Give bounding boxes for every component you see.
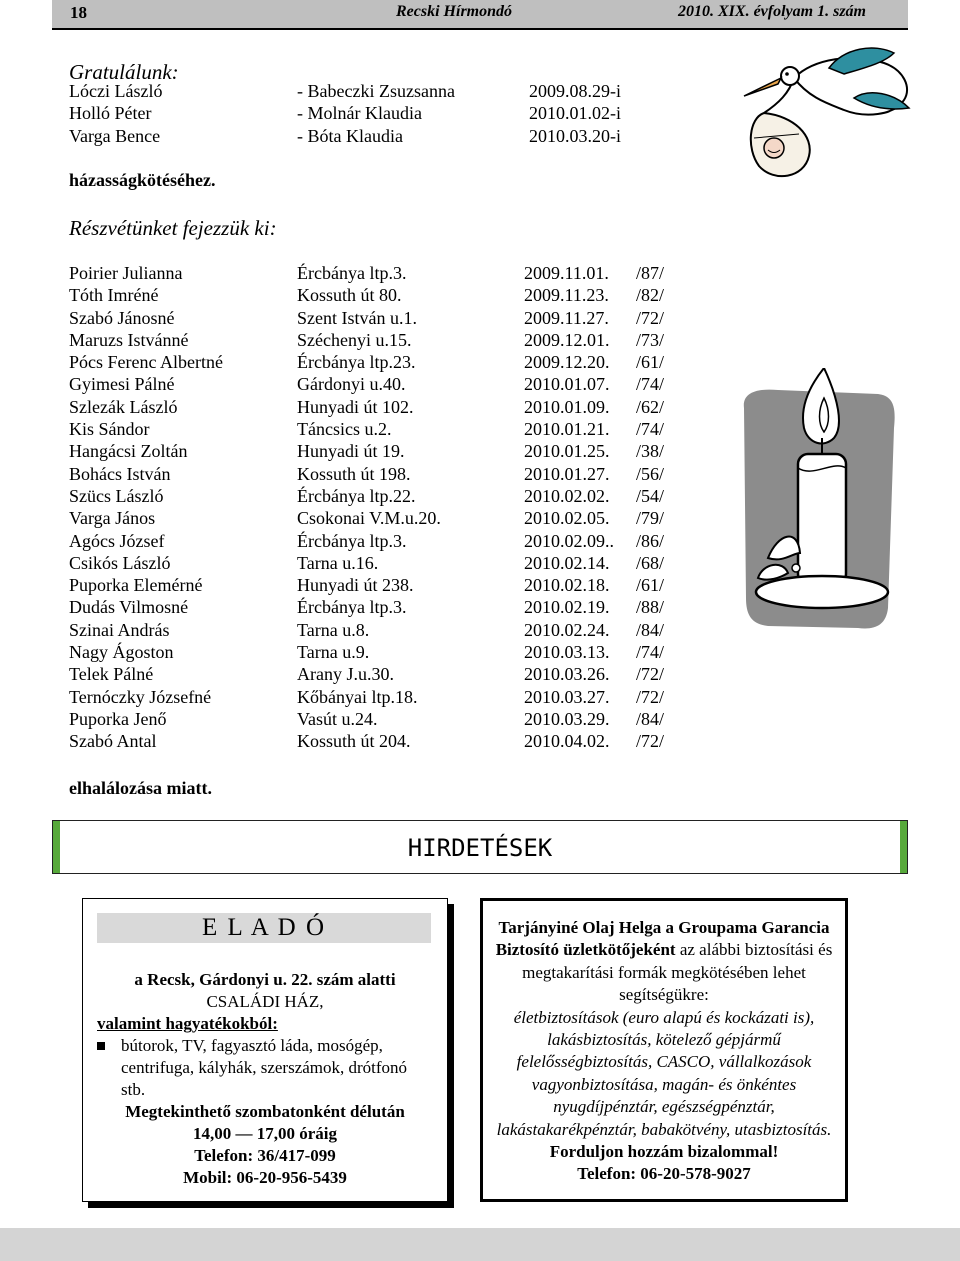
deceased-age: /88/ <box>636 597 665 618</box>
deceased-address: Arany J.u.30. <box>297 664 394 685</box>
congrats-closing: házasságkötéséhez. <box>69 170 216 190</box>
deceased-address: Ércbánya ltp.3. <box>297 263 407 283</box>
congrats-row <box>69 80 689 102</box>
deceased-age: /74/ <box>636 374 665 395</box>
obituary-row <box>69 507 709 529</box>
death-date: 2010.02.14. <box>524 552 610 573</box>
insurance-ad <box>480 898 848 1202</box>
obituary-row <box>69 619 709 641</box>
deceased-age: /62/ <box>636 396 665 417</box>
death-date: 2010.01.09. <box>524 396 610 417</box>
death-date: 2010.03.29. <box>524 708 610 729</box>
death-date: 2010.01.25. <box>524 441 610 462</box>
wedding-date: 2010.03.20-i <box>529 125 621 146</box>
deceased-name: Csikós László <box>69 552 171 573</box>
death-date: 2009.11.27. <box>524 307 609 328</box>
items-heading: valamint hagyatékokból: <box>97 1014 278 1033</box>
deceased-age: /84/ <box>636 708 665 729</box>
obituary-row <box>69 530 709 552</box>
death-date: 2010.02.05. <box>524 508 610 529</box>
death-date: 2010.04.02. <box>524 731 610 752</box>
footer-bar <box>0 1228 960 1261</box>
obituary-row <box>69 351 709 373</box>
deceased-address: Gárdonyi u.40. <box>297 374 406 395</box>
death-date: 2010.03.27. <box>524 686 610 707</box>
deceased-name: Szücs László <box>69 485 164 506</box>
newspaper-title: Recski Hírmondó <box>396 3 513 20</box>
deceased-name: Gyimesi Pálné <box>69 374 175 395</box>
deceased-age: /68/ <box>636 552 665 573</box>
deceased-name: Pócs Ferenc Albertné <box>69 352 223 373</box>
deceased-age: /74/ <box>636 642 665 663</box>
deceased-age: /84/ <box>636 619 665 640</box>
deceased-address: Ércbánya ltp.22. <box>297 485 416 506</box>
bride-name: - Molnár Klaudia <box>297 103 422 124</box>
deceased-name: Tóth Imréné <box>69 285 159 306</box>
death-date: 2010.01.27. <box>524 463 610 484</box>
agent-intro-rest: az alábbi biztosítási és megtakarítási formák megkötésében lehet segítségükre: <box>522 940 833 1005</box>
deceased-address: Táncsics u.2. <box>297 419 392 440</box>
deceased-address: Kossuth út 204. <box>297 731 411 752</box>
deceased-age: /79/ <box>636 508 665 529</box>
wedding-date: 2010.01.02-i <box>529 103 621 124</box>
house-phone: Telefon: 36/417-099 <box>194 1146 336 1165</box>
agent-intro: Tarjányiné Olaj Helga a Groupama Garancia Biztosító üzletkötőjeként <box>495 918 830 960</box>
deceased-address: Ércbánya ltp.23. <box>297 352 416 373</box>
house-type: CSALÁDI HÁZ, <box>206 992 324 1011</box>
wedding-date: 2009.08.29-i <box>529 81 621 101</box>
obituary-row <box>69 708 709 730</box>
deceased-address: Kossuth út 80. <box>297 285 402 306</box>
death-date: 2010.02.24. <box>524 619 610 640</box>
deceased-name: Szlezák László <box>69 396 178 417</box>
deceased-age: /72/ <box>636 664 665 685</box>
obituary-row <box>69 440 709 462</box>
deceased-name: Kis Sándor <box>69 419 150 440</box>
death-date: 2009.11.23. <box>524 285 609 306</box>
deceased-name: Bohács István <box>69 463 171 484</box>
obituary-row <box>69 596 709 618</box>
death-date: 2010.01.07. <box>524 374 610 395</box>
bride-name: - Bóta Klaudia <box>297 125 403 146</box>
deceased-age: /38/ <box>636 441 665 462</box>
deceased-name: Telek Pálné <box>69 664 154 685</box>
deceased-address: Tarna u.8. <box>297 619 370 640</box>
house-sale-ad <box>82 898 448 1202</box>
deceased-address: Széchenyi u.15. <box>297 329 412 350</box>
deceased-name: Hangácsi Zoltán <box>69 441 188 462</box>
deceased-name: Poirier Julianna <box>69 263 183 283</box>
house-ad-title: E L A D Ó <box>97 913 431 943</box>
groom-name: Holló Péter <box>69 103 152 124</box>
obituary-row <box>69 396 709 418</box>
obituary-row <box>69 686 709 708</box>
deceased-address: Szent István u.1. <box>297 307 417 328</box>
obituary-row <box>69 307 709 329</box>
deceased-address: Kőbányai ltp.18. <box>297 686 418 707</box>
deceased-age: /72/ <box>636 686 665 707</box>
insurance-phone: Telefon: 06-20-578-9027 <box>577 1164 751 1184</box>
bullet-icon <box>97 1042 105 1050</box>
deceased-address: Ércbánya ltp.3. <box>297 597 407 618</box>
deceased-name: Varga János <box>69 508 156 529</box>
condolence-heading: Részvétünket fejezzük ki: <box>69 216 277 240</box>
death-date: 2009.12.01. <box>524 329 610 350</box>
bride-name: - Babeczki Zsuzsanna <box>297 81 455 101</box>
deceased-address: Csokonai V.M.u.20. <box>297 508 441 529</box>
deceased-name: Szinai András <box>69 619 170 640</box>
congrats-list <box>69 80 689 147</box>
insurance-cta: Forduljon hozzám bizalommal! <box>549 1142 779 1162</box>
obituary-row <box>69 284 709 306</box>
obituary-row <box>69 485 709 507</box>
deceased-age: /54/ <box>636 485 665 506</box>
deceased-address: Hunyadi út 19. <box>297 441 405 462</box>
deceased-age: /82/ <box>636 285 665 306</box>
groom-name: Varga Bence <box>69 125 161 146</box>
deceased-name: Puporka Jenő <box>69 708 167 729</box>
deceased-name: Puporka Elemérné <box>69 575 203 596</box>
deceased-age: /61/ <box>636 352 665 373</box>
obituary-row <box>69 552 709 574</box>
issue-info: 2010. XIX. évfolyam 1. szám <box>678 3 866 20</box>
deceased-age: /74/ <box>636 419 665 440</box>
candle-illustration <box>738 368 898 638</box>
deceased-name: Maruzs Istvánné <box>69 329 189 350</box>
condolence-closing: elhalálozása miatt. <box>69 778 212 798</box>
house-address: a Recsk, Gárdonyi u. 22. szám alatti <box>134 970 396 989</box>
death-date: 2009.11.01. <box>524 263 609 283</box>
death-date: 2009.12.20. <box>524 352 610 373</box>
viewing-hours: 14,00 — 17,00 óráig <box>192 1124 338 1143</box>
deceased-address: Tarna u.9. <box>297 642 370 663</box>
congrats-row <box>69 125 689 147</box>
deceased-address: Hunyadi út 102. <box>297 396 414 417</box>
obituary-row <box>69 463 709 485</box>
death-date: 2010.02.18. <box>524 575 610 596</box>
deceased-name: Szabó Jánosné <box>69 307 175 328</box>
deceased-name: Nagy Ágoston <box>69 642 174 663</box>
deceased-name: Szabó Antal <box>69 731 157 752</box>
deceased-age: /56/ <box>636 463 665 484</box>
death-date: 2010.03.13. <box>524 642 610 663</box>
viewing-info: Megtekinthető szombatonként délután <box>125 1102 405 1121</box>
obituary-row <box>69 730 709 752</box>
congrats-heading: Gratulálunk: <box>69 60 179 84</box>
house-mobile: Mobil: 06-20-956-5439 <box>183 1168 347 1187</box>
obituary-row <box>69 373 709 395</box>
deceased-address: Hunyadi út 238. <box>297 575 414 596</box>
death-date: 2010.02.02. <box>524 485 610 506</box>
deceased-address: Vasút u.24. <box>297 708 378 729</box>
obituary-row <box>69 641 709 663</box>
ads-banner-title: HIRDETÉSEK <box>60 821 900 873</box>
death-date: 2010.01.21. <box>524 419 610 440</box>
page-header <box>52 0 908 30</box>
congrats-row <box>69 102 689 124</box>
insurance-types: életbiztosítások (euro alapú és kockázati is), lakásbiztosítás, kötelező gépjármű felelősségbiztosítás, CASCO, vállalkozások vagyonbiztosítása, magán- és önkéntes nyugdíjpénztár, egészségpénztár, lakástakarékpénztár, babakötvény, utasbiztosítás. <box>496 1007 832 1139</box>
deceased-age: /86/ <box>636 530 665 551</box>
obituary-row <box>69 663 709 685</box>
deceased-age: /87/ <box>636 263 665 283</box>
groom-name: Lóczi László <box>69 81 163 101</box>
death-date: 2010.03.26. <box>524 664 610 685</box>
deceased-age: /72/ <box>636 307 665 328</box>
obituary-list <box>69 262 709 753</box>
deceased-age: /72/ <box>636 731 665 752</box>
deceased-address: Kossuth út 198. <box>297 463 411 484</box>
deceased-name: Ternóczky Józsefné <box>69 686 212 707</box>
obituary-row <box>69 418 709 440</box>
page-number: 18 <box>70 3 87 22</box>
obituary-row <box>69 574 709 596</box>
items-text: bútorok, TV, fagyasztó láda, mosógép, centrifuga, kályhák, szerszámok, drótfonó stb. <box>121 1036 408 1099</box>
deceased-name: Dudás Vilmosné <box>69 597 189 618</box>
items-list <box>97 1035 433 1101</box>
deceased-address: Ércbánya ltp.3. <box>297 530 407 551</box>
obituary-row <box>69 262 709 284</box>
death-date: 2010.02.19. <box>524 597 610 618</box>
deceased-address: Tarna u.16. <box>297 552 379 573</box>
stork-illustration <box>734 38 924 198</box>
obituary-row <box>69 329 709 351</box>
ads-banner <box>52 820 908 874</box>
death-date: 2010.02.09.. <box>524 530 614 551</box>
deceased-name: Agócs József <box>69 530 165 551</box>
deceased-age: /61/ <box>636 575 665 596</box>
deceased-age: /73/ <box>636 329 665 350</box>
